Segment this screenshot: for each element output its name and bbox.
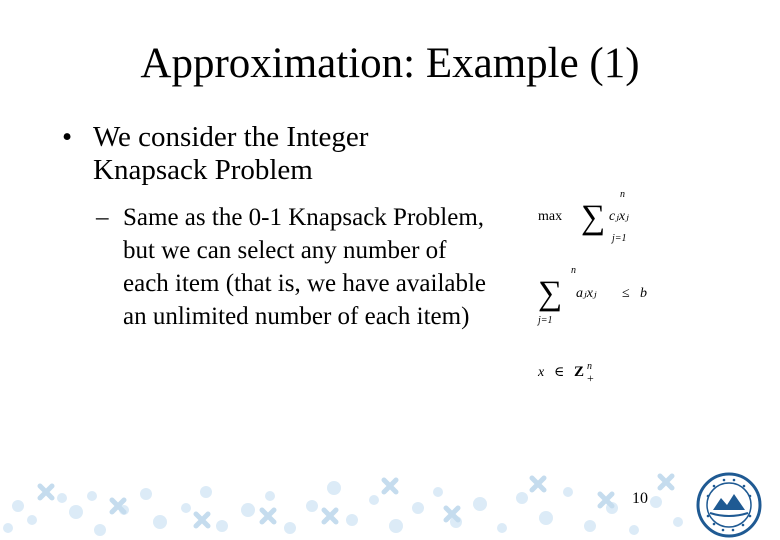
objective-sum-icon: ∑: [581, 199, 606, 236]
domain-superscript: n: [587, 361, 592, 372]
domain-variable: x: [538, 365, 545, 380]
objective-sum-upper: n: [620, 189, 625, 200]
objective-max-label: max: [538, 209, 563, 224]
constraint-term: aⱼxⱼ: [576, 286, 597, 301]
bullet-marker: •: [62, 121, 73, 153]
domain-formula: [537, 361, 594, 385]
constraint-formula: [536, 265, 647, 326]
objective-formula: [538, 189, 629, 244]
slide-title: Approximation: Example (1): [140, 40, 640, 87]
bullet-item: [62, 121, 442, 187]
objective-term: cⱼxⱼ: [609, 209, 629, 224]
page-number: 10: [632, 490, 648, 507]
university-seal-icon: [696, 472, 762, 538]
bullet-text: We consider the Integer Knapsack Problem: [93, 121, 369, 186]
domain-subscript: +: [587, 371, 594, 385]
sub-bullet-text: Same as the 0-1 Knapsack Problem, but we can select any number of each item (that is, we have available an unlimited number of each item): [123, 204, 487, 330]
constraint-sum-upper: n: [571, 265, 576, 276]
objective-sum-lower: j=1: [612, 233, 627, 244]
domain-set: Z: [574, 364, 585, 380]
dot-pattern-dots: [3, 481, 683, 536]
constraint-relation: ≤: [622, 286, 630, 301]
decorative-dot-pattern: [0, 470, 690, 540]
formula-block: [534, 186, 674, 390]
constraint-sum-lower: j=1: [538, 315, 553, 326]
formula-svg: [534, 186, 674, 390]
sub-bullet-marker: –: [96, 204, 109, 231]
domain-in-symbol: ∈: [554, 365, 565, 380]
sub-bullet-item: [96, 201, 496, 333]
constraint-rhs: b: [640, 286, 647, 301]
constraint-sum-icon: ∑: [538, 275, 563, 312]
